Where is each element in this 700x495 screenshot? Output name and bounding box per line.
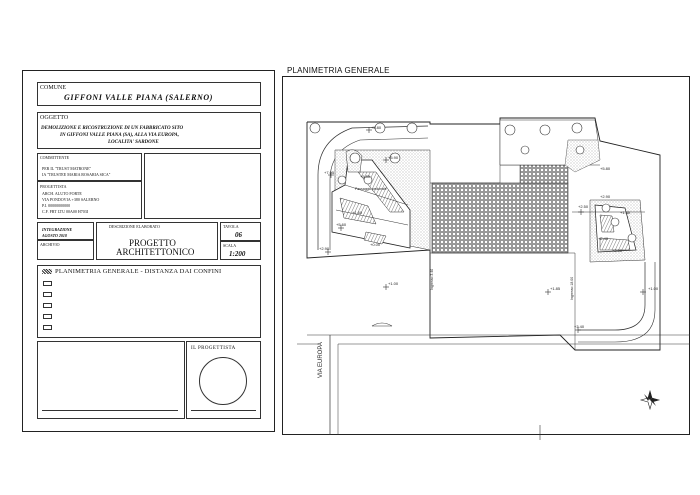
tavola-label: TAVOLA	[223, 224, 239, 229]
north-arrow-icon	[641, 391, 659, 409]
tree-icon	[521, 146, 529, 154]
rotated-annotation: Ingresso 3.40	[430, 268, 434, 290]
tavola-value: 06	[235, 231, 242, 239]
level-label: +1.60	[352, 210, 363, 215]
descrizione-label: DESCRIZIONE ELABORATO	[109, 224, 160, 229]
committente-line-2: IA "TRUSTEE MARIA ROSARIA SICA"	[42, 172, 111, 177]
tree-icon	[611, 218, 619, 226]
driveway-curve-right	[578, 262, 645, 330]
gate-arc	[372, 323, 392, 326]
descrizione-line-2: ARCHITETTONICO	[116, 247, 195, 257]
committente-label: COMMITTENTE	[40, 155, 70, 160]
level-label: +2.90	[600, 194, 611, 199]
plan-title: PLANIMETRIA GENERALE	[287, 66, 390, 75]
integrazione-line-2: AGOSTO 2018	[42, 233, 67, 238]
level-label: +2.00	[612, 248, 623, 253]
level-label: +5.60	[336, 222, 347, 227]
level-label: +2.40	[598, 236, 609, 241]
level-label: +0.00	[370, 242, 381, 247]
progettista-line-2: VIA PONDOVIA +380 SALERNO	[42, 197, 100, 202]
level-label: +5.50	[360, 174, 371, 179]
tree-icon	[338, 176, 346, 184]
tree-icon	[572, 123, 582, 133]
level-label: +1.40	[620, 210, 631, 215]
level-label: +1.85	[550, 286, 561, 291]
oggetto-line-3: LOCALITA' SARDONE	[108, 140, 159, 145]
scala-label: SCALA	[223, 243, 237, 248]
scala-value: 1:200	[229, 250, 246, 258]
integrazione-line-1: INTEGRAZIONE	[42, 227, 73, 232]
tree-icon	[540, 125, 550, 135]
tree-icon	[407, 123, 417, 133]
tree-icon	[350, 153, 360, 163]
level-label: +1.00	[388, 281, 399, 286]
garden-top-right-corner	[565, 140, 600, 172]
progettista-line-4: C.F. FRT LTU 00A00 H703I	[42, 209, 89, 214]
level-label: +5.80	[371, 125, 382, 130]
rotated-annotation: Ingresso 18.00	[570, 276, 574, 300]
progettista-line-1: ARCH. ALUTO FORTE	[42, 191, 82, 196]
level-label: +5.80	[600, 166, 611, 171]
oggetto-line-2: IN GIFFONI VALLE PIANA (SA), ALLA VIA EUROPA,	[60, 133, 179, 138]
tree-icon	[310, 123, 320, 133]
level-label: +5.90	[388, 155, 399, 160]
level-label: +1.00	[648, 286, 659, 291]
oggetto-line-1: DEMOLIZIONE E RICOSTRUZIONE DI UN FABBRICATO SITO	[41, 126, 184, 131]
descrizione-line-1: PROGETTO	[129, 238, 176, 248]
comune-value: GIFFONI VALLE PIANA (SALERNO)	[64, 93, 214, 102]
tree-icon	[505, 125, 515, 135]
level-label: +2.50	[578, 204, 589, 209]
progettista-line-3: P.I. 00000000000	[42, 203, 71, 208]
paved-area-top-right	[520, 165, 568, 183]
level-label: +7.05	[324, 170, 335, 175]
tree-icon	[628, 234, 636, 242]
level-label: +3.40	[574, 324, 585, 329]
street-label: VIA EUROPA	[318, 342, 324, 378]
progettista-signature-label: IL PROGETTISTA	[191, 346, 236, 351]
area-label: Passaggio pedonale	[355, 187, 387, 191]
archivio-label: ARCHIVIO	[40, 242, 60, 247]
progettista-label: PROGETTISTA	[40, 184, 67, 189]
legend-title: PLANIMETRIA GENERALE - DISTANZA DAI CONFINI	[55, 268, 222, 275]
comune-label: COMUNE	[40, 85, 67, 91]
tree-icon	[576, 146, 584, 154]
oggetto-label: OGGETTO	[40, 115, 69, 121]
committente-line-1: PER IL "TRUST MATRONE"	[42, 166, 92, 171]
tree-icon	[602, 204, 610, 212]
paved-area	[432, 183, 568, 253]
level-label: +2.90	[319, 246, 330, 251]
